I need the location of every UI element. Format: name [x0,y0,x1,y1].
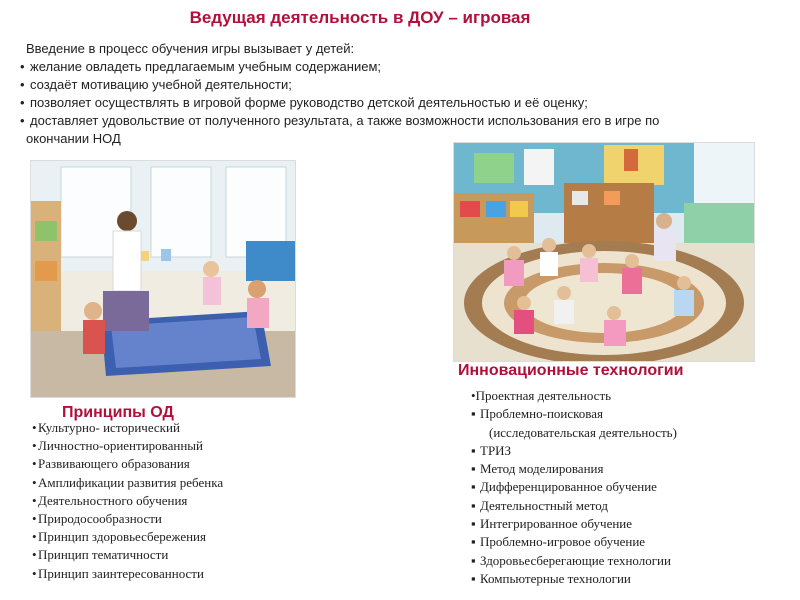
bullet-square: ▪ [471,406,476,422]
bullet-square: ▪ [471,442,476,458]
classroom-table-photo [30,160,296,398]
page-title: Ведущая деятельность в ДОУ – игровая [189,8,531,27]
bullet-square: ▪ [471,497,476,513]
innovations-item [471,497,771,515]
innovations-item [471,405,771,423]
innovations-item-label: Здоровьесберегающие технологии [480,552,671,568]
innovations-item-label: Интегрированное обучение [480,516,633,532]
principles-item [32,528,292,546]
intro-block [22,40,782,148]
intro-item: • доставляет удовольствие от полученного результата, а также возможности использования его в игре по [22,112,782,130]
innovations-item-label: Проектная деятельность [475,388,612,403]
bullet-dot: • [471,388,476,403]
bullet-dot: • [32,511,37,527]
classroom-table-image [31,161,295,397]
principles-item-label: Культурно- исторический [38,420,180,435]
principles-item-label: Личностно-ориентированный [38,438,203,454]
innovations-item-label: Метод моделирования [480,461,604,477]
bullet-dot: • [32,456,37,472]
principles-item [32,419,292,437]
bullet-dot: • [32,438,37,454]
principles-item-label: Принцип заинтересованности [38,565,204,581]
bullet-dot: • [32,492,37,508]
bullet-square: ▪ [471,570,476,586]
innovations-list [471,387,771,588]
principles-item-label: Природосообразности [38,511,162,527]
innovations-item-label: ТРИЗ [480,442,512,458]
principles-item [32,546,292,564]
innovations-item [471,570,771,588]
principles-item [32,474,292,492]
innovations-item [471,478,771,496]
innovations-item [471,552,771,570]
circle-time-image [454,143,754,361]
innovations-item [471,533,771,551]
principles-item [32,492,292,510]
principles-item-label: Амплификации развития ребенка [38,474,224,490]
principles-item-label: Развивающего образования [38,456,190,472]
intro-item: • желание овладеть предлагаемым учебным содержанием; [22,58,782,76]
innovations-item-continuation: (исследовательская деятельность) [489,424,677,440]
innovations-item-label: Компьютерные технологии [480,570,631,586]
innovations-item [471,442,771,460]
principles-item [32,455,292,473]
innovations-item [471,515,771,533]
intro-list [22,58,782,130]
bullet-dot: • [32,420,37,435]
intro-lead: Введение в процесс обучения игры вызывает у детей: [26,41,355,56]
innovations-item-label: Деятельностный метод [480,497,609,513]
principles-item [32,510,292,528]
intro-item: • создаёт мотивацию учебной деятельности; [22,76,782,94]
innovations-item [471,387,771,405]
intro-item: • позволяет осуществлять в игровой форме руководство детской деятельностью и её оценку; [22,94,782,112]
bullet-dot: • [32,565,37,581]
principles-title: Принципы ОД [62,404,174,421]
intro-continuation: окончании НОД [26,131,121,146]
principles-list [32,419,292,583]
bullet-square: ▪ [471,534,476,550]
bullet-dot: • [32,547,37,563]
principles-item-label: Принцип тематичности [38,547,169,563]
principles-item [32,437,292,455]
innovations-item-label: Дифференцированное обучение [480,479,657,495]
bullet-square: ▪ [471,479,476,495]
innovations-item [471,460,771,478]
innovations-item-label: Проблемно-игровое обучение [480,534,646,550]
innovations-title: Инновационные технологии [458,362,684,379]
bullet-square: ▪ [471,461,476,477]
circle-time-photo [453,142,755,362]
bullet-square: ▪ [471,516,476,532]
principles-item [32,565,292,583]
bullet-dot: • [32,529,37,545]
principles-item-label: Принцип здоровьесбережения [38,529,206,545]
bullet-dot: • [32,474,37,490]
bullet-square: ▪ [471,552,476,568]
principles-item-label: Деятельностного обучения [38,492,188,508]
innovations-item-label: Проблемно-поисковая [480,406,604,422]
